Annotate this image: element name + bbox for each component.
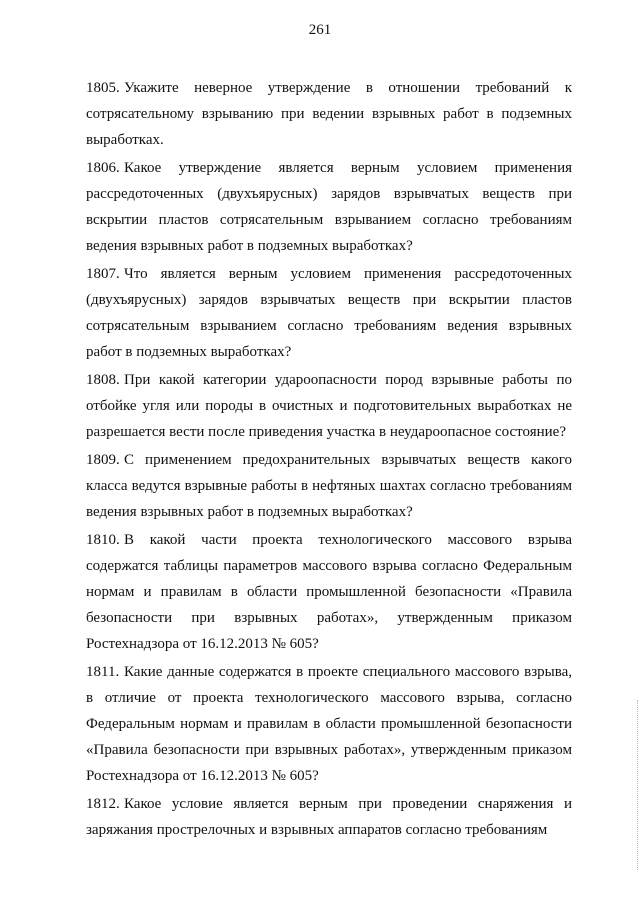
question-list xyxy=(86,75,572,845)
question-number: 1806. xyxy=(86,160,120,176)
question-text: Какое условие является верным при проведении снаряжения и заряжания прострелочных и взрывных аппаратов согласно требованиям xyxy=(86,796,572,838)
question-text: С применением предохранительных взрывчатых веществ какого класса ведутся взрывные работы в нефтяных шахтах согласно требованиям ведения взрывных работ в подземных выработках? xyxy=(86,452,572,520)
question-text: В какой части проекта технологического массового взрыва содержатся таблицы параметров массового взрыва согласно Федеральным нормам и правилам в области промышленной безопасности «Правила безопасности при взрывных работах», утвержденным приказом Ростехнадзора от 16.12.2013 № 605? xyxy=(86,532,572,652)
question-number: 1812. xyxy=(86,796,120,812)
question-number: 1809. xyxy=(86,452,120,468)
question-item xyxy=(86,75,572,153)
question-text: При какой категории удароопасности пород взрывные работы по отбойке угля или породы в очистных и подготовительных выработках не разрешается вести после приведения участка в неудароопасное состояние? xyxy=(86,372,572,440)
page-number: 261 xyxy=(308,22,332,38)
question-item xyxy=(86,155,572,259)
question-item xyxy=(86,261,572,365)
question-item xyxy=(86,447,572,525)
question-item xyxy=(86,527,572,657)
question-text: Что является верным условием применения рассредоточенных (двухъярусных) зарядов взрывчатых веществ при вскрытии пластов сотрясательным взрыванием согласно требованиям ведения взрывных работ в подземных выработках? xyxy=(86,266,572,360)
question-item xyxy=(86,791,572,843)
question-number: 1805. xyxy=(86,80,120,96)
question-text: Какое утверждение является верным условием применения рассредоточенных (двухъярусных) зарядов взрывчатых веществ при вскрытии пластов сотрясательным взрыванием согласно требованиям ведения взрывных работ в подземных выработках? xyxy=(86,160,572,254)
question-number: 1807. xyxy=(86,266,120,282)
question-text: Какие данные содержатся в проекте специального массового взрыва, в отличие от проекта технологического массового взрыва, согласно Федеральным нормам и правилам в области промышленной безопасности «Правила безопасности при взрывных работах», утвержденным приказом Ростехнадзора от 16.12.2013 № 605? xyxy=(86,664,572,784)
question-number: 1810. xyxy=(86,532,120,548)
question-item xyxy=(86,367,572,445)
question-number: 1808. xyxy=(86,372,120,388)
scan-edge-line xyxy=(637,700,638,870)
question-number: 1811. xyxy=(86,664,120,680)
question-text: Укажите неверное утверждение в отношении требований к сотрясательному взрыванию при ведении взрывных работ в подземных выработках. xyxy=(86,80,572,148)
question-item xyxy=(86,659,572,789)
